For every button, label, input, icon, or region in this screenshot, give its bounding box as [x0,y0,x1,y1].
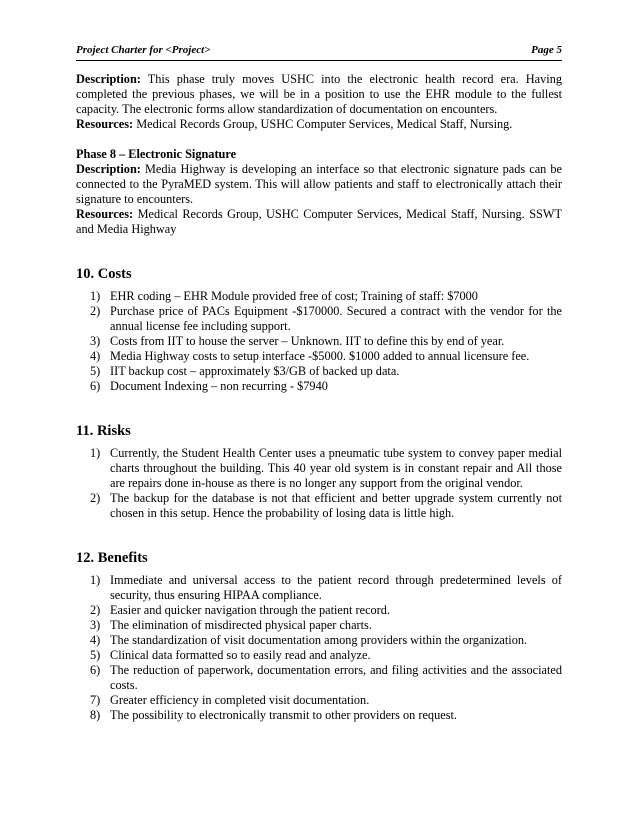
list-number: 2) [90,304,101,318]
phase8-resources-label: Resources: [76,207,134,221]
list-text: The reduction of paperwork, documentation errors, and filing activities and the associated costs. [110,663,562,692]
list-number: 6) [90,663,101,677]
phase7-description [76,72,562,117]
list-number: 1) [90,573,101,587]
costs-list [76,289,562,394]
list-item [76,618,562,633]
list-number: 7) [90,693,101,707]
list-item [76,663,562,693]
list-text: Clinical data formatted so to easily read and analyze. [110,648,371,662]
list-text: The standardization of visit documentation among providers within the organization. [110,633,528,647]
list-text: Immediate and universal access to the patient record through predetermined levels of security, thus ensuring HIPAA compliance. [110,573,562,602]
benefits-heading: 12. Benefits [76,550,148,566]
list-text: Purchase price of PACs Equipment -$170000. Secured a contract with the vendor for the annual license fee including support. [110,304,562,333]
list-item [76,491,562,521]
phase8-description-label: Description: [76,162,141,176]
list-text: Document Indexing – non recurring - $7940 [110,379,328,393]
benefits-list [76,573,562,723]
list-number: 4) [90,633,101,647]
phase7-resources-label: Resources: [76,117,134,131]
list-item [76,708,562,723]
page-content [76,72,562,723]
phase7-description-text: This phase truly moves USHC into the electronic health record era. Having completed the previous phases, we will be in a position to use the EHR module to the fullest capacity. The electronic forms allow standardization of documentation on encounters. [76,72,562,116]
list-text: IIT backup cost – approximately $3/GB of backed up data. [110,364,400,378]
list-number: 6) [90,379,101,393]
list-number: 1) [90,446,101,460]
phase7-resources-text: Medical Records Group, USHC Computer Services, Medical Staff, Nursing. [133,117,513,131]
list-number: 3) [90,334,101,348]
list-text: Costs from IIT to house the server – Unknown. IIT to define this by end of year. [110,334,505,348]
list-item [76,633,562,648]
list-item [76,334,562,349]
phase8-resources-text: Medical Records Group, USHC Computer Services, Medical Staff, Nursing. SSWT and Media Highway [76,207,562,236]
list-text: Easier and quicker navigation through the patient record. [110,603,390,617]
page-number: Page 5 [531,44,562,56]
list-text: The backup for the database is not that efficient and better upgrade system currently not chosen in this setup. Hence the probability of losing data is little high. [110,491,562,520]
list-number: 5) [90,364,101,378]
list-item [76,603,562,618]
list-item [76,364,562,379]
list-item [76,573,562,603]
list-text: Greater efficiency in completed visit documentation. [110,693,370,707]
list-number: 2) [90,603,101,617]
list-number: 3) [90,618,101,632]
list-text: The possibility to electronically transmit to other providers on request. [110,708,457,722]
phase8-description [76,162,562,207]
risks-heading: 11. Risks [76,423,131,439]
list-item [76,289,562,304]
header-rule [76,60,562,61]
list-item [76,379,562,394]
list-item [76,648,562,663]
list-number: 1) [90,289,101,303]
list-text: Media Highway costs to setup interface -$5000. $1000 added to annual licensure fee. [110,349,530,363]
phase8-title [76,147,562,162]
list-item [76,446,562,491]
phase8-description-text: Media Highway is developing an interface so that electronic signature pads can be connected to the PyraMED system. This will allow patients and staff to electronically attach their signature to encounters. [76,162,562,206]
list-item [76,304,562,334]
list-number: 8) [90,708,101,722]
list-item [76,693,562,708]
phase8-resources [76,207,562,237]
page-header [76,44,562,56]
list-number: 4) [90,349,101,363]
spacer [76,521,562,549]
risks-list [76,446,562,521]
list-number: 5) [90,648,101,662]
phase7-description-label: Description: [76,72,141,86]
list-number: 2) [90,491,101,505]
spacer [76,132,562,147]
costs-heading: 10. Costs [76,266,132,282]
phase8-title-text: Phase 8 – Electronic Signature [76,147,237,161]
header-title: Project Charter for <Project> [76,44,211,56]
list-item [76,349,562,364]
phase7-resources [76,117,562,132]
list-text: Currently, the Student Health Center uses a pneumatic tube system to convey paper medial charts throughout the building. This 40 year old system is in constant repair and All those are repairs done in-house as there is no longer any support from the original vendor. [110,446,562,490]
spacer [76,237,562,265]
list-text: The elimination of misdirected physical paper charts. [110,618,372,632]
spacer [76,394,562,422]
list-text: EHR coding – EHR Module provided free of cost; Training of staff: $7000 [110,289,478,303]
